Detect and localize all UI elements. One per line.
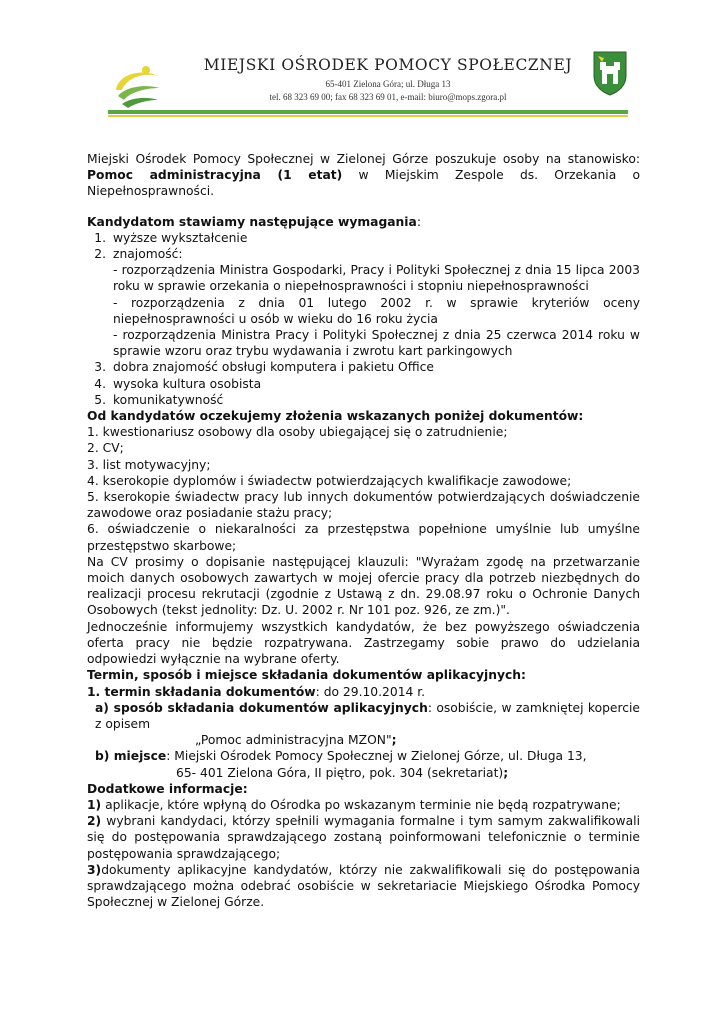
requirements-list — [87, 230, 640, 408]
documents-heading: Od kandydatów oczekujemy złożenia wskazanych poniżej dokumentów: — [87, 409, 584, 424]
mops-logo-icon — [112, 60, 164, 112]
terms-heading: Termin, sposób i miejsce składania dokumentów aplikacyjnych: — [87, 668, 526, 683]
place-line: b) miejsce: Miejski Ośrodek Pomocy Społecznej w Zielonej Górze, ul. Długa 13, — [95, 749, 587, 764]
header-divider-green — [108, 110, 628, 114]
notice-paragraph: Jednocześnie informujemy wszystkich kandydatów, że bez powyższego oświadczenia oferta pracy nie będzie rozpatrywana. Zastrzegamy sobie prawo do udzielania odpowiedzi wyłącznie na wybrane oferty. — [87, 619, 640, 667]
regulation-item: - rozporządzenia Ministra Gospodarki, Pracy i Polityki Społecznej z dnia 15 lipca 2003 roku w sprawie orzekania o niepełnosprawności i stopniu niepełnosprawności — [113, 263, 640, 294]
additional-item: 1) aplikacje, które wpłyną do Ośrodka po wskazanym terminie nie będą rozpatrywane; — [87, 797, 621, 812]
list-item: 5. komunikatywność — [94, 392, 224, 407]
document-item: 5. kserokopie świadectw pracy lub innych dokumentów potwierdzających doświadczenie zawodowe oraz posiadanie stażu pracy; — [87, 490, 640, 521]
city-crest-icon — [592, 50, 628, 96]
position-name: Pomoc administracyjna (1 etat) — [87, 168, 343, 183]
list-item: 2. znajomość: — [94, 247, 183, 262]
document-item: 4. kserokopie dyplomów i świadectw potwierdzających kwalifikacje zawodowe; — [87, 473, 572, 488]
method-line: a) sposób składania dokumentów aplikacyjnych: osobiście, w zamkniętej kopercie z opisem — [95, 700, 640, 731]
document-item: 1. kwestionariusz osobowy dla osoby ubiegającej się o zatrudnienie; — [87, 425, 508, 440]
regulation-item: - rozporządzenia Ministra Pracy i Polityki Społecznej z dnia 25 czerwca 2014 roku w sprawie wzoru oraz trybu wydawania i zwrotu kart parkingowych — [113, 328, 640, 359]
institution-contact: tel. 68 323 69 00; fax 68 323 69 01, e-mail: biuro@mops.zgora.pl — [269, 92, 507, 102]
additional-item: 2) wybrani kandydaci, którzy spełnili wymagania formalne i tym samym zakwalifikowali się do postępowania sprawdzającego zostaną poinformowani telefonicznie o terminie postępowania sprawdzającego; — [87, 814, 640, 861]
institution-name: MIEJSKI OŚRODEK POMOCY SPOŁECZNEJ — [203, 56, 573, 74]
requirements-heading: Kandydatom stawiamy następujące wymagania: — [87, 214, 421, 229]
place-address: 65- 401 Zielona Góra, II piętro, pok. 304 (sekretariat); — [176, 765, 509, 780]
additional-item: 3)dokumenty aplikacyjne kandydatów, którzy nie zakwalifikowali się do postępowania sprawdzającego można odebrać osobiście w sekretariacie Miejskiego Ośrodka Pomocy Społecznej w Zielonej Górze. — [87, 862, 640, 910]
header-divider-yellow — [108, 115, 628, 117]
letterhead — [108, 48, 628, 124]
intro-paragraph: Miejski Ośrodek Pomocy Społecznej w Zielonej Górze poszukuje osoby na stanowisko: Pomoc administracyjna (1 etat) w Miejskim Zespole ds. Orzekania o Niepełnosprawności. — [87, 152, 641, 199]
list-item: 3. dobra znajomość obsługi komputera i pakietu Office — [94, 360, 434, 375]
list-item: 1. wyższe wykształcenie — [94, 230, 248, 245]
job-offer-body — [87, 151, 640, 910]
document-item: 2. CV; — [87, 441, 124, 456]
consent-clause: Na CV prosimy o dopisanie następującej klauzuli: "Wyrażam zgodę na przetwarzanie moich danych osobowych zawartych w mojej ofercie pracy dla potrzeb niezbędnych do realizacji procesu rekrutacji (zgodnie z Ustawą z dn. 29.08.97 roku o Ochronie Danych Osobowych (tekst jednolity: Dz. U. 2002 r. Nr 101 poz. 926, ze zm.)". — [87, 554, 640, 618]
document-item: 3. list motywacyjny; — [87, 457, 211, 472]
additional-heading: Dodatkowe informacje: — [87, 781, 248, 796]
method-description: „Pomoc administracyjna MZON"; — [195, 733, 397, 748]
list-item: 4. wysoka kultura osobista — [94, 376, 262, 391]
document-item: 6. oświadczenie o niekaralności za przestępstwa popełnione umyślnie lub umyślne przestępstwo skarbowe; — [87, 522, 640, 553]
institution-address: 65-401 Zielona Góra; ul. Długa 13 — [325, 79, 451, 89]
regulation-item: - rozporządzenia z dnia 01 lutego 2002 r. w sprawie kryteriów oceny niepełnosprawności u osób w wieku do 16 roku życia — [113, 295, 640, 326]
deadline-line: 1. termin składania dokumentów: do 29.10.2014 r. — [87, 684, 426, 699]
